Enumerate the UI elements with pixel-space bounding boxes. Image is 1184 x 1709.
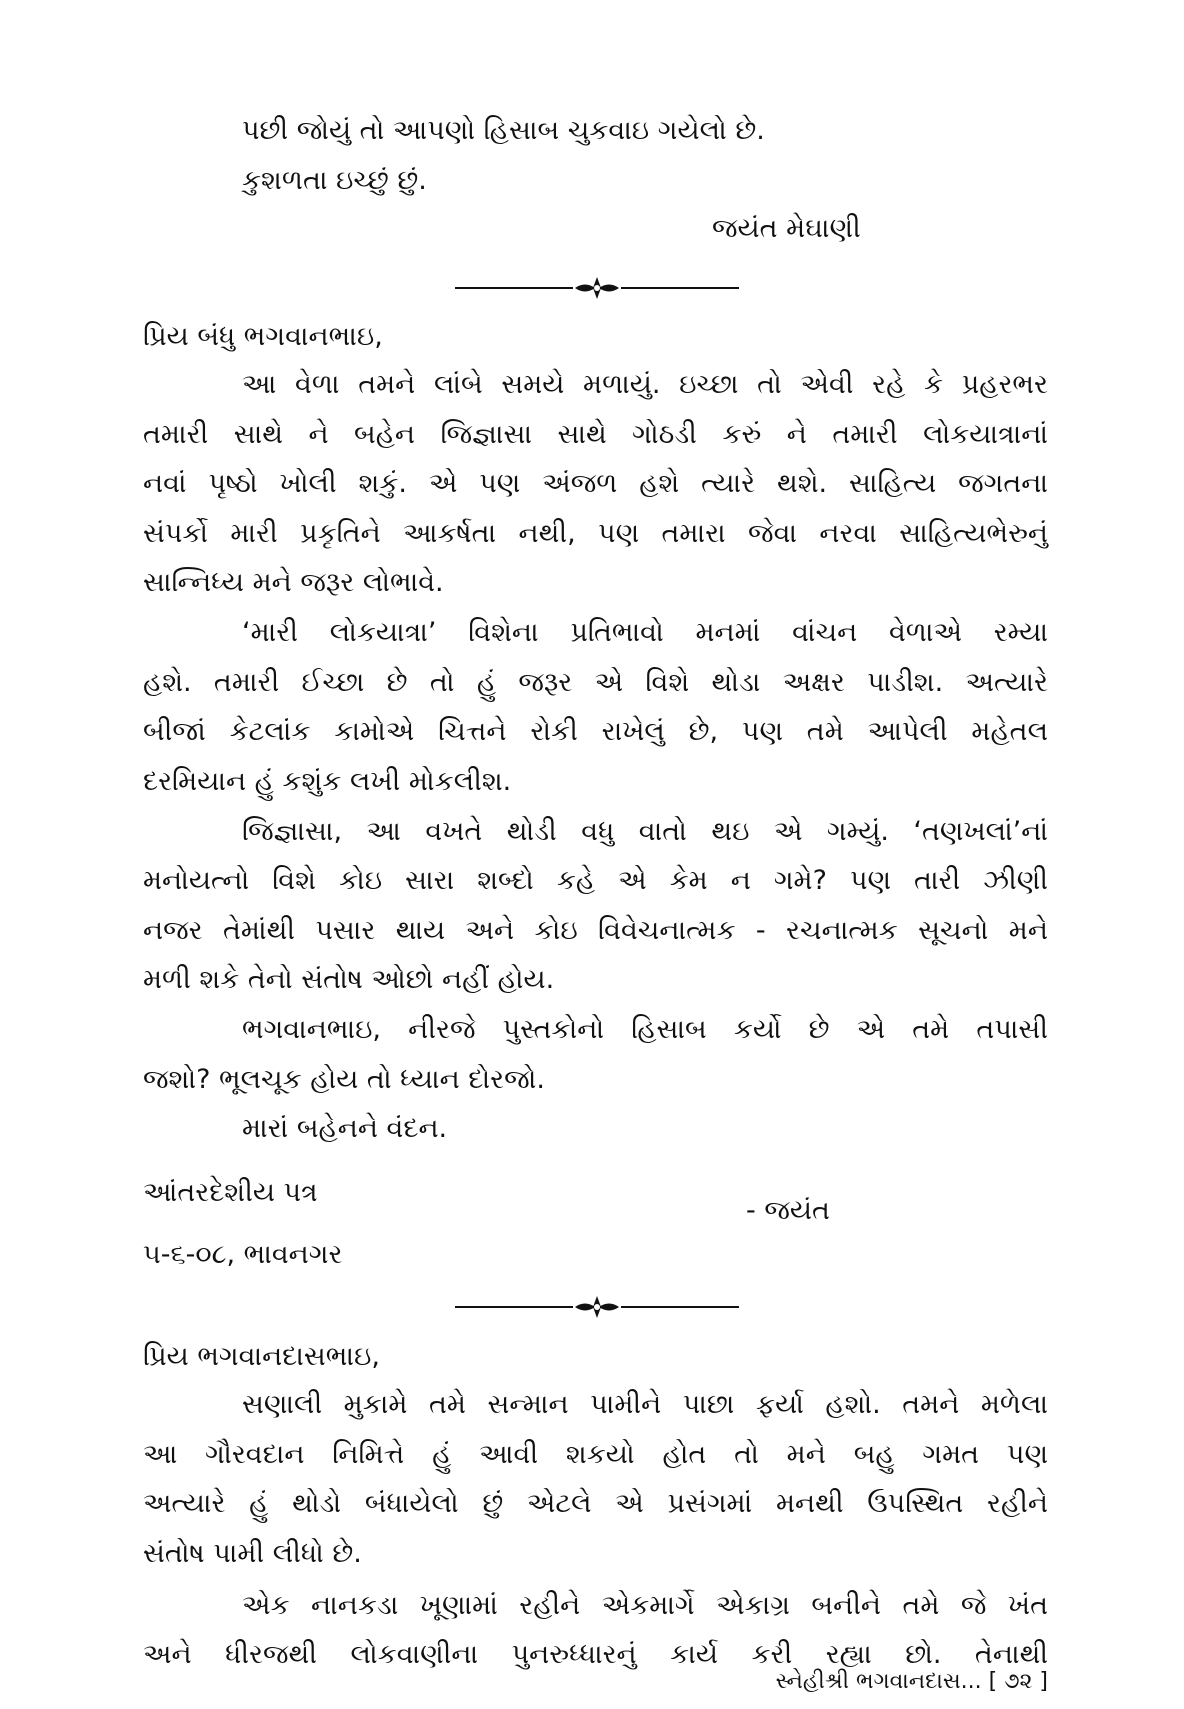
letter3-line-2: આ ગૌરવદાન નિમિત્તે હું આવી શકયો હોત તો મને બહુ ગમત પણ bbox=[143, 1439, 1048, 1470]
section-divider bbox=[455, 1292, 739, 1322]
letter2-line-16: મારાં બહેનને વંદન. bbox=[242, 1113, 448, 1144]
letter2-footer-type: આંતરદેશીય પત્ર bbox=[143, 1177, 318, 1208]
letter3-line-1: સણાલી મુકામે તમે સન્માન પામીને પાછા ફર્યા હશો. તમને મળેલા bbox=[242, 1389, 1048, 1420]
letter3-line-3: અત્યારે હું થોડો બંધાયેલો છું એટલે એ પ્રસંગમાં મનથી ઉપસ્થિત રહીને bbox=[143, 1488, 1048, 1519]
letter2-footer-signature: - જયંત bbox=[746, 1195, 830, 1226]
letter3-line-6: અને ધીરજથી લોકવાણીના પુનરુધ્ધારનું કાર્ય કરી રહ્યા છો. તેનાથી bbox=[143, 1639, 1048, 1670]
letter2-line-15: જશો? ભૂલચૂક હોય તો ધ્યાન દોરજો. bbox=[143, 1064, 545, 1095]
letter1-line-2: કુશળતા ઇચ્છું છું. bbox=[242, 165, 427, 196]
letter2-line-13: મળી શકે તેનો સંતોષ ઓછો નહીં હોય. bbox=[143, 964, 555, 995]
ornament-icon bbox=[573, 1292, 621, 1322]
letter3-line-5: એક નાનકડા ખૂણામાં રહીને એકમાર્ગે એકાગ્ર બનીને તમે જે ખંત bbox=[242, 1590, 1048, 1621]
letter2-line-7: હશે. તમારી ઈચ્છા છે તો હું જરૂર એ વિશે થોડા અક્ષર પાડીશ. અત્યારે bbox=[143, 667, 1048, 698]
letter1-line-1: પછી જોયું તો આપણો હિસાબ ચુકવાઇ ગયેલો છે. bbox=[242, 115, 765, 146]
letter3-salutation: પ્રિય ભગવાનદાસભાઇ, bbox=[143, 1341, 380, 1372]
letter1-signature: જયંત મેઘાણી bbox=[712, 213, 861, 244]
section-divider bbox=[455, 273, 739, 303]
letter2-line-12: નજર તેમાંથી પસાર થાય અને કોઇ વિવેચનાત્મક - રચનાત્મક સૂચનો મને bbox=[143, 915, 1048, 946]
letter2-line-9: દરમિયાન હું કશુંક લખી મોકલીશ. bbox=[143, 766, 512, 797]
letter3-line-4: સંતોષ પામી લીધો છે. bbox=[143, 1538, 362, 1569]
letter2-line-1: આ વેળા તમને લાંબે સમયે મળાયું. ઇચ્છા તો એવી રહે કે પ્રહરભર bbox=[242, 369, 1048, 400]
letter2-line-2: તમારી સાથે ને બહેન જિજ્ઞાસા સાથે ગોઠડી કરું ને તમારી લોકયાત્રાનાં bbox=[143, 419, 1048, 450]
letter2-line-4: સંપર્કો મારી પ્રકૃતિને આકર્ષતા નથી, પણ તમારા જેવા નરવા સાહિત્યભેરુનું bbox=[143, 518, 1048, 549]
letter2-footer-date-place: ૫-૬-૦૮, ભાવનગર bbox=[143, 1239, 343, 1270]
letter2-line-11: મનોયત્નો વિશે કોઇ સારા શબ્દો કહે એ કેમ ન ગમે? પણ તારી ઝીણી bbox=[143, 865, 1048, 896]
letter2-salutation: પ્રિય બંધુ ભગવાનભાઇ, bbox=[143, 321, 383, 352]
letter2-line-8: બીજાં કેટલાંક કામોએ ચિત્તને રોકી રાખેલું છે, પણ તમે આપેલી મહેતલ bbox=[143, 716, 1048, 747]
letter2-line-6: ‘મારી લોકયાત્રા’ વિશેના પ્રતિભાવો મનમાં વાંચન વેળાએ રમ્યા bbox=[242, 617, 1048, 648]
letter2-line-10: જિજ્ઞાસા, આ વખતે થોડી વધુ વાતો થઇ એ ગમ્યું. ‘તણખલાં’નાં bbox=[242, 816, 1048, 847]
page-footer: સ્નેહીશ્રી ભગવાનદાસ... [ ૭૨ ] bbox=[775, 1669, 1048, 1694]
letter2-line-14: ભગવાનભાઇ, નીરજે પુસ્તકોનો હિસાબ કર્યો છે એ તમે તપાસી bbox=[242, 1014, 1048, 1045]
letter2-line-3: નવાં પૃષ્ઠો ખોલી શકું. એ પણ અંજળ હશે ત્યારે થશે. સાહિત્ય જગતના bbox=[143, 468, 1048, 499]
letter2-line-5: સાન્નિધ્ય મને જરૂર લોભાવે. bbox=[143, 567, 444, 598]
ornament-icon bbox=[573, 273, 621, 303]
